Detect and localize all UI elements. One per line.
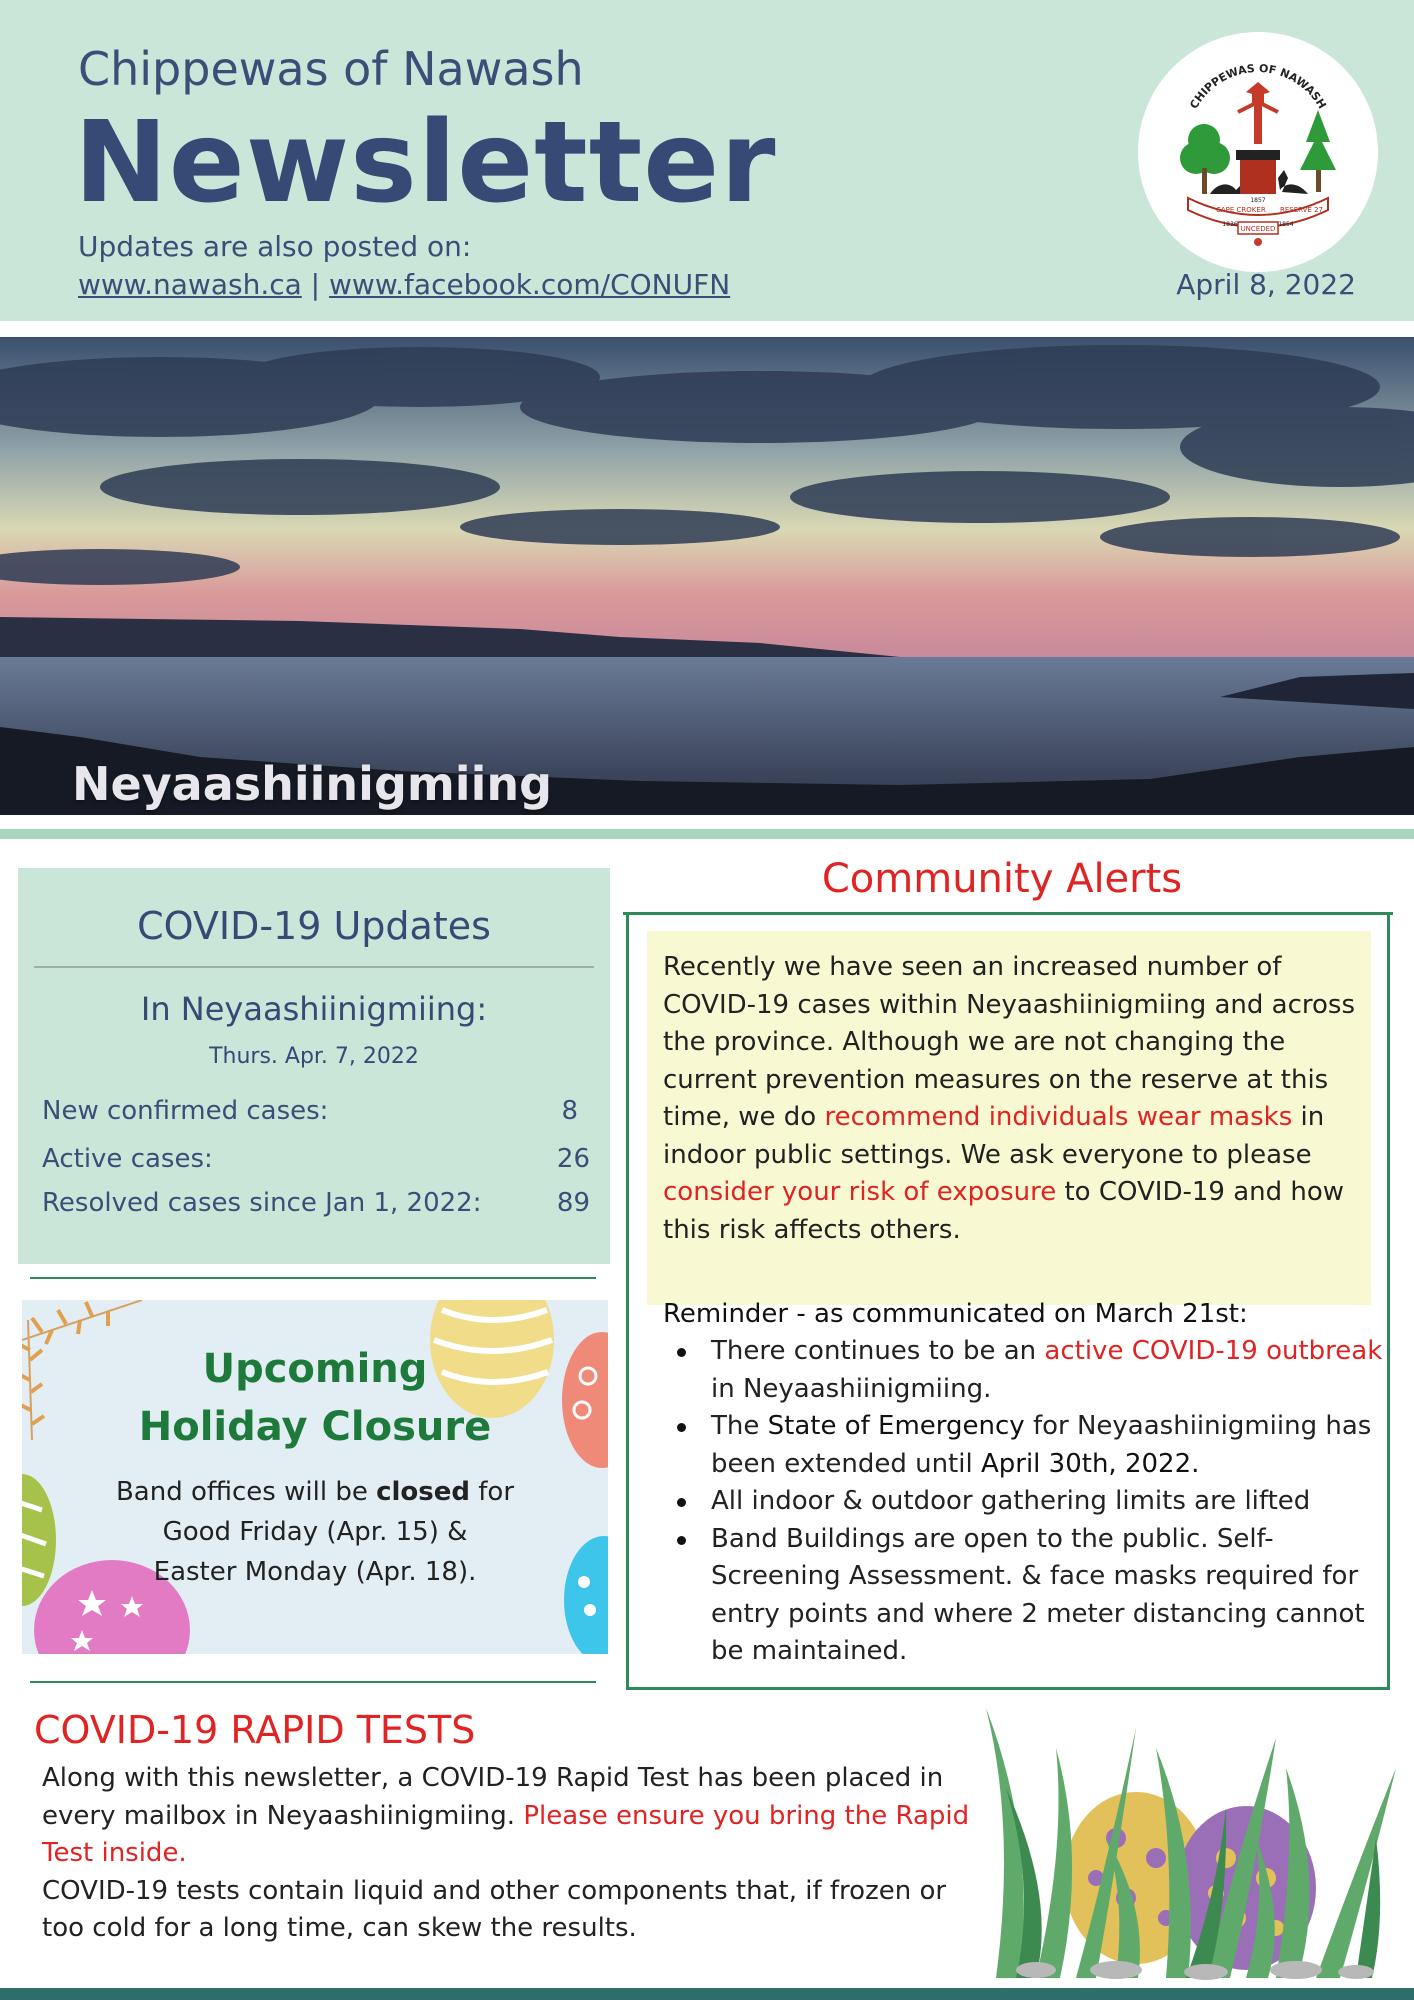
covid-date: Thurs. Apr. 7, 2022 — [209, 1044, 419, 1069]
list-item — [663, 1408, 1383, 1483]
logo-ring-text: CHIPPEWAS OF NAWASH — [1187, 61, 1329, 112]
alert-paragraph — [663, 949, 1359, 1249]
hero-photo — [0, 337, 1414, 815]
divider — [30, 1277, 596, 1279]
logo-banner-right: RESERVE 27 — [1280, 206, 1323, 214]
covid-subtitle: In Neyaashiinigmiing: — [140, 990, 488, 1028]
alert-emphasis: recommend individuals wear masks — [824, 1102, 1293, 1132]
item-emphasis: April 30th, 2022. — [980, 1448, 1200, 1479]
holiday-text-line3: Easter Monday (Apr. 18). — [153, 1557, 477, 1587]
divider — [34, 966, 594, 968]
stat-value: 89 — [556, 1188, 590, 1218]
divider — [0, 829, 1414, 839]
item-emphasis: State of Emergency — [767, 1411, 1025, 1441]
item-emphasis: active COVID-19 outbreak — [1044, 1336, 1383, 1366]
holiday-text — [62, 1472, 568, 1592]
alerts-title: Community Alerts — [821, 856, 1183, 902]
newsletter-header — [0, 0, 1414, 321]
logo-emblem-icon — [1138, 32, 1378, 272]
rapid-emphasis: Please ensure you bring the Rapid Test inside. — [42, 1800, 970, 1868]
item-text: There continues to be an — [711, 1336, 1045, 1366]
logo-banner-bottom: UNCEDED — [1240, 225, 1276, 233]
item-text: All indoor & outdoor gathering limits are lifted — [711, 1486, 1311, 1516]
stat-row-active-cases — [42, 1144, 590, 1174]
holiday-text-line2: Good Friday (Apr. 15) & — [162, 1517, 468, 1547]
logo-year-center: 1857 — [1250, 197, 1266, 204]
issue-date: April 8, 2022 — [1176, 268, 1356, 301]
stat-label: Resolved cases since Jan 1, 2022: — [42, 1188, 482, 1218]
list-item — [663, 1521, 1383, 1671]
stat-row-new-cases — [42, 1096, 590, 1126]
rapid-tests-text — [42, 1760, 982, 1948]
facebook-link[interactable]: www.facebook.com/CONUFN — [329, 268, 731, 301]
page-title: Newsletter — [74, 98, 777, 228]
stat-label: Active cases: — [42, 1144, 213, 1174]
rapid-text: COVID-19 tests contain liquid and other components that, if frozen or too cold for a long time, can skew the results. — [42, 1875, 947, 1943]
reminder-list — [663, 1333, 1383, 1671]
rapid-tests-title: COVID-19 RAPID TESTS — [34, 1708, 476, 1752]
stat-row-resolved-cases — [42, 1188, 590, 1218]
reminder-heading: Reminder - as communicated on March 21st: — [663, 1299, 1248, 1329]
holiday-closed-word: closed — [376, 1477, 471, 1507]
holiday-closure-panel — [22, 1300, 608, 1654]
item-text: for Neyaashiinigmiing has been extended until — [711, 1411, 1372, 1479]
org-name: Chippewas of Nawash — [78, 42, 584, 96]
sunset-landscape-icon — [0, 337, 1414, 815]
alerts-panel — [626, 912, 1390, 1690]
alert-text: to COVID-19 and how this risk affects others. — [663, 1177, 1345, 1245]
alert-highlight — [647, 931, 1371, 1305]
list-item — [663, 1483, 1383, 1521]
holiday-title-line1: Upcoming — [202, 1346, 428, 1392]
stat-label: New confirmed cases: — [42, 1096, 329, 1126]
alert-text: Recently we have seen an increased number of COVID-19 cases within Neyaashiinigmiing and across the province. Although we are not changing the current prevention measures on the reserve at this time, we do — [663, 952, 1355, 1132]
item-text: Band Buildings are open to the public. Self-Screening Assessment. & face masks required for entry points and where 2 meter distancing cannot be maintained. — [711, 1523, 1365, 1666]
covid-updates-panel — [18, 868, 610, 1264]
updates-label: Updates are also posted on: — [78, 230, 472, 263]
holiday-title-line2: Holiday Closure — [138, 1404, 492, 1450]
logo-year-left: 1836 — [1222, 221, 1238, 228]
hero-caption: Neyaashiinigmiing — [72, 757, 553, 811]
easter-grass-illustration — [976, 1708, 1396, 1982]
alert-text: in indoor public settings. We ask everyone to please — [663, 1102, 1325, 1170]
nawash-logo — [1138, 32, 1378, 272]
covid-title: COVID-19 Updates — [137, 904, 491, 948]
divider — [30, 1681, 596, 1683]
links-row — [78, 268, 730, 301]
link-separator: | — [301, 268, 330, 301]
logo-year-right: 1854 — [1278, 221, 1294, 228]
website-link[interactable]: www.nawash.ca — [78, 268, 302, 301]
alert-emphasis: consider your risk of exposure — [663, 1177, 1057, 1207]
holiday-title — [22, 1340, 608, 1456]
stat-value: 26 — [556, 1144, 590, 1174]
footer-band — [0, 1988, 1414, 2000]
item-text: in Neyaashiinigmiing. — [711, 1373, 992, 1404]
list-item — [663, 1333, 1383, 1408]
holiday-text-part: for — [470, 1477, 515, 1507]
holiday-text-part: Band offices will be — [115, 1477, 377, 1507]
easter-eggs-grass-icon — [976, 1708, 1396, 1982]
item-text: The — [711, 1411, 768, 1441]
rapid-text: Along with this newsletter, a COVID-19 Rapid Test has been placed in every mailbox in Neyaashiinigmiing. — [42, 1763, 944, 1831]
stat-value: 8 — [561, 1096, 578, 1126]
logo-banner-left: CAPE CROKER — [1216, 206, 1266, 214]
